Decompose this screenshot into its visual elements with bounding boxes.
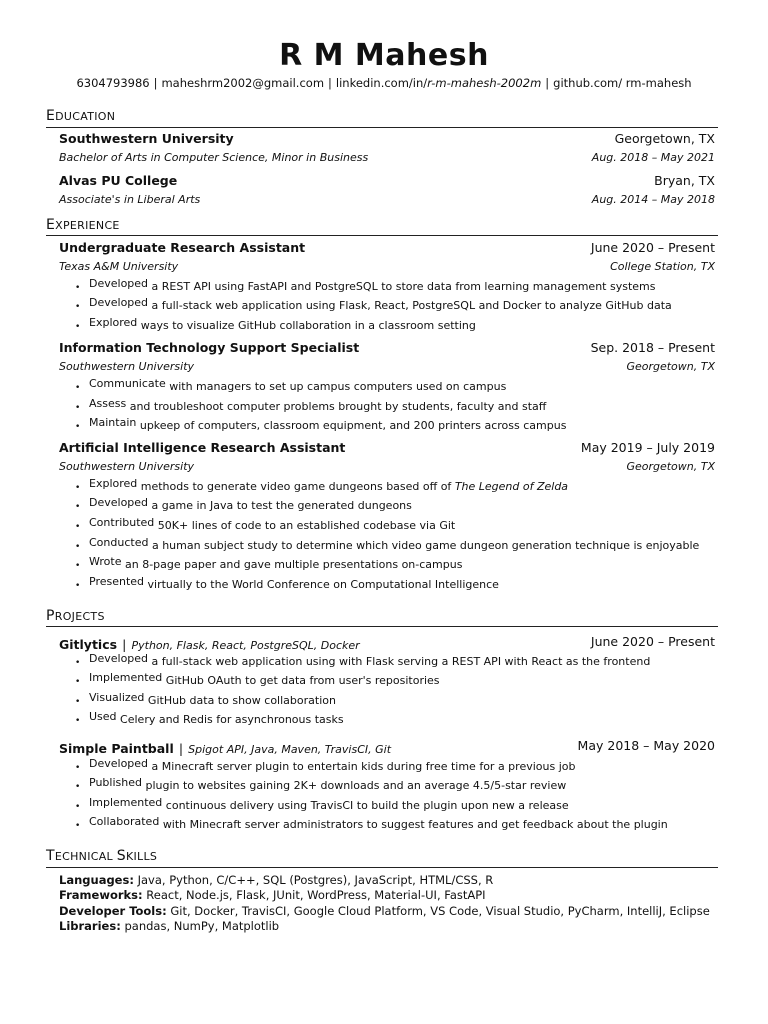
education-dates: Aug. 2018 – May 2021 [591,151,715,164]
education-entry [59,131,715,149]
projects-heading: PROJECTS [46,608,105,624]
school-name: Alvas PU College [59,173,178,188]
skill-line: Languages: Java, Python, C/C++, SQL (Postgres), JavaScript, HTML/CSS, R [59,873,494,887]
list-item: • Wrote an 8-page paper and gave multiple presentations on-campus [75,555,463,571]
list-item: • Maintain upkeep of computers, classroom equipment, and 200 printers across campus [75,416,567,432]
project-stack: Python, Flask, React, PostgreSQL, Docker [131,639,360,652]
job-org: Southwestern University [59,460,195,473]
job-dates: May 2019 – July 2019 [580,440,715,455]
education-detail [59,150,715,168]
list-item: • Assess and troubleshoot computer problems brought by students, faculty and staff [75,397,547,413]
school-location: Bryan, TX [654,173,715,188]
contact-line: 6304793986 | maheshrm2002@gmail.com | linkedin.com/in/r-m-mahesh-2002m | github.com/ rm-mahesh [76,76,692,90]
project-header: Simple Paintball | Spigot API, Java, Maven, TravisCI, Git May 2018 – May 2020 [59,738,715,756]
skill-line: Frameworks: React, Node.js, Flask, JUnit, WordPress, Material-UI, FastAPI [59,888,486,902]
candidate-name: R M Mahesh [279,38,489,73]
degree: Bachelor of Arts in Computer Science, Minor in Business [59,151,369,164]
skill-line: Libraries: pandas, NumPy, Matplotlib [59,919,280,933]
job-header [59,440,715,458]
list-item: • Collaborated with Minecraft server administrators to suggest features and get feedback about the plugin [75,815,668,831]
experience-divider [46,235,718,236]
skill-line: Developer Tools: Git, Docker, TravisCI, Google Cloud Platform, VS Code, Visual Studio, PyCharm, IntelliJ, Eclipse [59,904,710,918]
list-item: • Implemented continuous delivery using TravisCI to build the plugin upon new a release [75,796,569,812]
list-item: • Published plugin to websites gaining 2K+ downloads and an average 4.5/5-star review [75,776,567,792]
education-entry [59,173,715,191]
experience-heading: EXPERIENCE [46,217,120,233]
job-org: Texas A&M University [59,260,179,273]
list-item: • Developed a Minecraft server plugin to entertain kids during free time for a previous job [75,757,576,773]
email-link[interactable]: maheshrm2002@gmail.com [161,76,325,90]
job-header [59,340,715,358]
github-link[interactable]: github.com/ rm-mahesh [553,76,692,90]
project-stack: Spigot API, Java, Maven, TravisCI, Git [188,743,392,756]
project-header: Gitlytics | Python, Flask, React, PostgreSQL, Docker June 2020 – Present [59,634,715,652]
list-item: • Communicate with managers to set up campus computers used on campus [75,377,507,393]
linkedin-link[interactable]: linkedin.com/in/r-m-mahesh-2002m [335,76,542,90]
list-item: • Used Celery and Redis for asynchronous tasks [75,710,344,726]
education-detail [59,192,715,210]
job-location: Georgetown, TX [626,360,715,373]
project-name: Gitlytics [59,637,118,652]
projects-divider [46,626,718,627]
list-item: • Implemented GitHub OAuth to get data from user's repositories [75,671,440,687]
education-heading: EDUCATION [46,108,116,124]
job-subheader [59,359,715,377]
list-item: • Presented virtually to the World Conference on Computational Intelligence [75,575,499,591]
job-dates: June 2020 – Present [590,240,715,255]
list-item: • Contributed 50K+ lines of code to an established codebase via Git [75,516,456,532]
job-role: Undergraduate Research Assistant [59,240,306,255]
job-header [59,240,715,258]
job-org: Southwestern University [59,360,195,373]
job-location: College Station, TX [610,260,715,273]
education-divider [46,127,718,128]
list-item: • Explored methods to generate video game dungeons based off of The Legend of Zelda [75,477,569,493]
list-item: • Developed a full-stack web application using with Flask serving a REST API with React as the frontend [75,652,651,668]
job-location: Georgetown, TX [626,460,715,473]
job-subheader [59,459,715,477]
project-dates: June 2020 – Present [590,634,715,649]
skills-heading: TECHNICAL SKILLS [46,848,158,864]
job-role: Information Technology Support Specialist [59,340,360,355]
list-item: • Explored ways to visualize GitHub collaboration in a classroom setting [75,316,476,332]
education-dates: Aug. 2014 – May 2018 [591,193,715,206]
school-name: Southwestern University [59,131,234,146]
list-item: • Visualized GitHub data to show collaboration [75,691,336,707]
list-item: • Developed a game in Java to test the generated dungeons [75,496,412,512]
skills-divider [46,867,718,868]
phone: 6304793986 [76,76,150,90]
project-name: Simple Paintball [59,741,174,756]
job-dates: Sep. 2018 – Present [590,340,715,355]
list-item: • Conducted a human subject study to determine which video game dungeon generation technique is enjoyable [75,536,700,552]
job-subheader [59,259,715,277]
school-location: Georgetown, TX [614,131,715,146]
list-item: • Developed a full-stack web application using Flask, React, PostgreSQL and Docker to analyze GitHub data [75,296,672,312]
degree: Associate's in Liberal Arts [59,193,201,206]
list-item: • Developed a REST API using FastAPI and PostgreSQL to store data from learning management systems [75,277,656,293]
job-role: Artificial Intelligence Research Assistant [59,440,346,455]
project-dates: May 2018 – May 2020 [577,738,715,753]
